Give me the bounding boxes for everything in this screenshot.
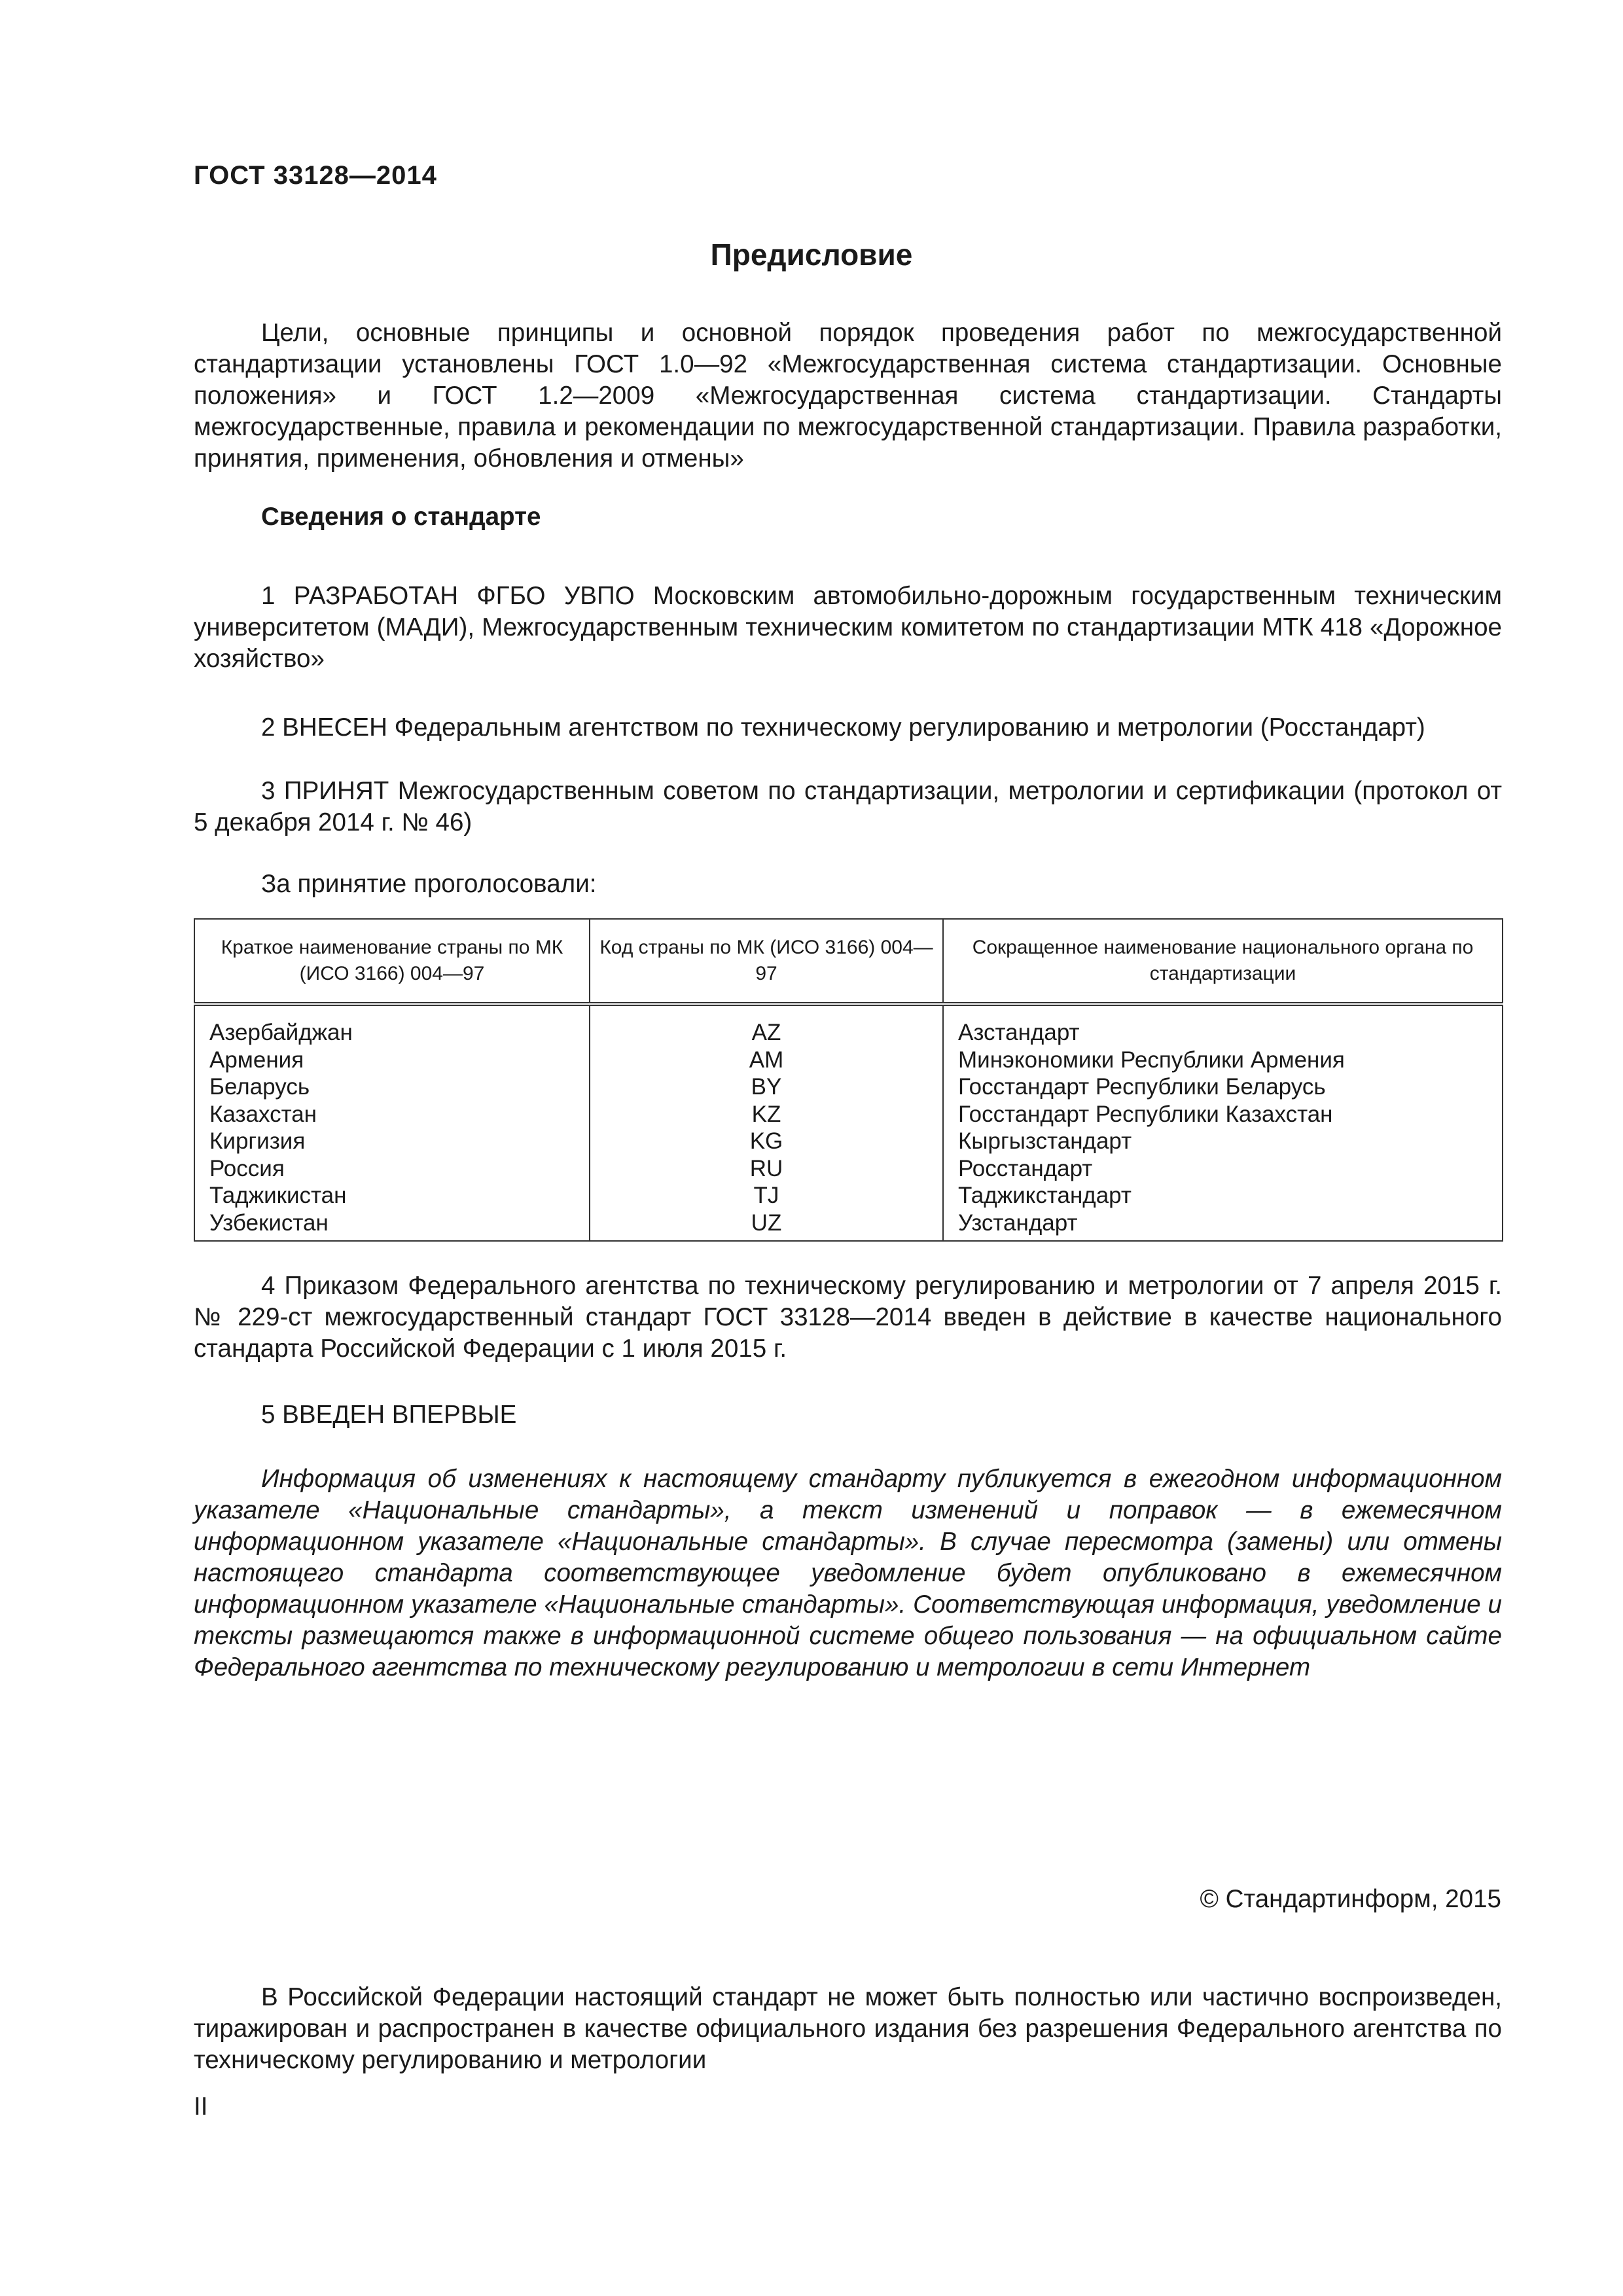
item-4-paragraph: 4 Приказом Федерального агентства по техническому регулированию и метрологии от 7 апреля 2015 г. № 229-ст межгосударственный стандарт ГОСТ 33128—2014 введен в действие в качестве национального стандарта Российской Федерации с 1 июля 2015 г. xyxy=(194,1272,1502,1363)
standards-body: Росстандарт xyxy=(943,1155,1503,1183)
country-name: Таджикистан xyxy=(194,1182,590,1210)
table-row xyxy=(194,1004,1503,1047)
voted-label: За принятие проголосовали: xyxy=(261,870,597,898)
standards-body: Госстандарт Республики Казахстан xyxy=(943,1101,1503,1128)
intro-paragraph: Цели, основные принципы и основной порядок проведения работ по межгосударственной стандартизации установлены ГОСТ 1.0—92 «Межгосударственная система стандартизации. Основные положения» и ГОСТ 1.2—2009 «Межгосударственная система стандартизации. Стандарты межгосударственные, правила и рекомендации по межгосударственной стандартизации. Правила разработки, принятия, применения, обновления и отмены» xyxy=(194,319,1502,473)
standards-body: Минэкономики Республики Армения xyxy=(943,1047,1503,1074)
country-name: Россия xyxy=(194,1155,590,1183)
document-header: ГОСТ 33128—2014 xyxy=(194,161,437,190)
table-row xyxy=(194,1182,1503,1210)
header-standards-body: Сокращенное наименование национального органа по стандартизации xyxy=(943,919,1503,1004)
header-country-code: Код страны по МК (ИСО 3166) 004—97 xyxy=(590,919,943,1004)
restriction-paragraph: В Российской Федерации настоящий стандарт не может быть полностью или частично воспроизведен, тиражирован и распространен в качестве официального издания без разрешения Федерального агентства по техническому регулированию и метрологии xyxy=(194,1983,1502,2074)
table-row xyxy=(194,1210,1503,1242)
country-name: Узбекистан xyxy=(194,1210,590,1242)
country-code: RU xyxy=(590,1155,943,1183)
table-row xyxy=(194,1101,1503,1128)
country-code: AM xyxy=(590,1047,943,1074)
copyright-notice: © Стандартинформ, 2015 xyxy=(1200,1885,1501,1913)
item-1-paragraph: 1 РАЗРАБОТАН ФГБО УВПО Московским автомобильно-дорожным государственным техническим университетом (МАДИ), Межгосударственным техническим комитетом по стандартизации МТК 418 «Дорожное хозяйство» xyxy=(194,582,1502,673)
country-code: KG xyxy=(590,1128,943,1155)
country-name: Армения xyxy=(194,1047,590,1074)
country-name: Беларусь xyxy=(194,1073,590,1101)
header-country-name: Краткое наименование страны по МК (ИСО 3166) 004—97 xyxy=(194,919,590,1004)
table-row xyxy=(194,1047,1503,1074)
item-5-paragraph: 5 ВВЕДЕН ВПЕРВЫЕ xyxy=(261,1401,517,1429)
page-title: Предисловие xyxy=(710,238,913,272)
country-name: Казахстан xyxy=(194,1101,590,1128)
country-code: BY xyxy=(590,1073,943,1101)
item-3-paragraph: 3 ПРИНЯТ Межгосударственным советом по стандартизации, метрологии и сертификации (протокол от 5 декабря 2014 г. № 46) xyxy=(194,777,1502,836)
standards-body: Таджикстандарт xyxy=(943,1182,1503,1210)
country-code: UZ xyxy=(590,1210,943,1242)
page-number: II xyxy=(194,2092,208,2121)
section-subheading: Сведения о стандарте xyxy=(261,503,541,531)
table-row xyxy=(194,1073,1503,1101)
country-name: Азербайджан xyxy=(194,1004,590,1047)
country-code: TJ xyxy=(590,1182,943,1210)
standards-body: Кыргызстандарт xyxy=(943,1128,1503,1155)
notice-paragraph: Информация об изменениях к настоящему стандарту публикуется в ежегодном информационном указателе «Национальные стандарты», а текст изменений и поправок — в ежемесячном информационном указателе «Национальные стандарты». В случае пересмотра (замены) или отмены настоящего стандарта соответствующее уведомление будет опубликовано в ежемесячном информационном указателе «Национальные стандарты». Соответствующая информация, уведомление и тексты размещаются также в информационной системе общего пользования — на официальном сайте Федерального агентства по техническому регулированию и метрологии в сети Интернет xyxy=(194,1465,1502,1681)
country-name: Киргизия xyxy=(194,1128,590,1155)
item-2-paragraph: 2 ВНЕСЕН Федеральным агентством по техническому регулированию и метрологии (Росстандарт) xyxy=(261,713,1425,742)
table-header-row xyxy=(194,919,1503,1004)
countries-table xyxy=(194,918,1503,1242)
standards-body: Госстандарт Республики Беларусь xyxy=(943,1073,1503,1101)
country-code: AZ xyxy=(590,1004,943,1047)
standards-body: Азстандарт xyxy=(943,1004,1503,1047)
country-code: KZ xyxy=(590,1101,943,1128)
table-row xyxy=(194,1128,1503,1155)
table-row xyxy=(194,1155,1503,1183)
standards-body: Узстандарт xyxy=(943,1210,1503,1242)
